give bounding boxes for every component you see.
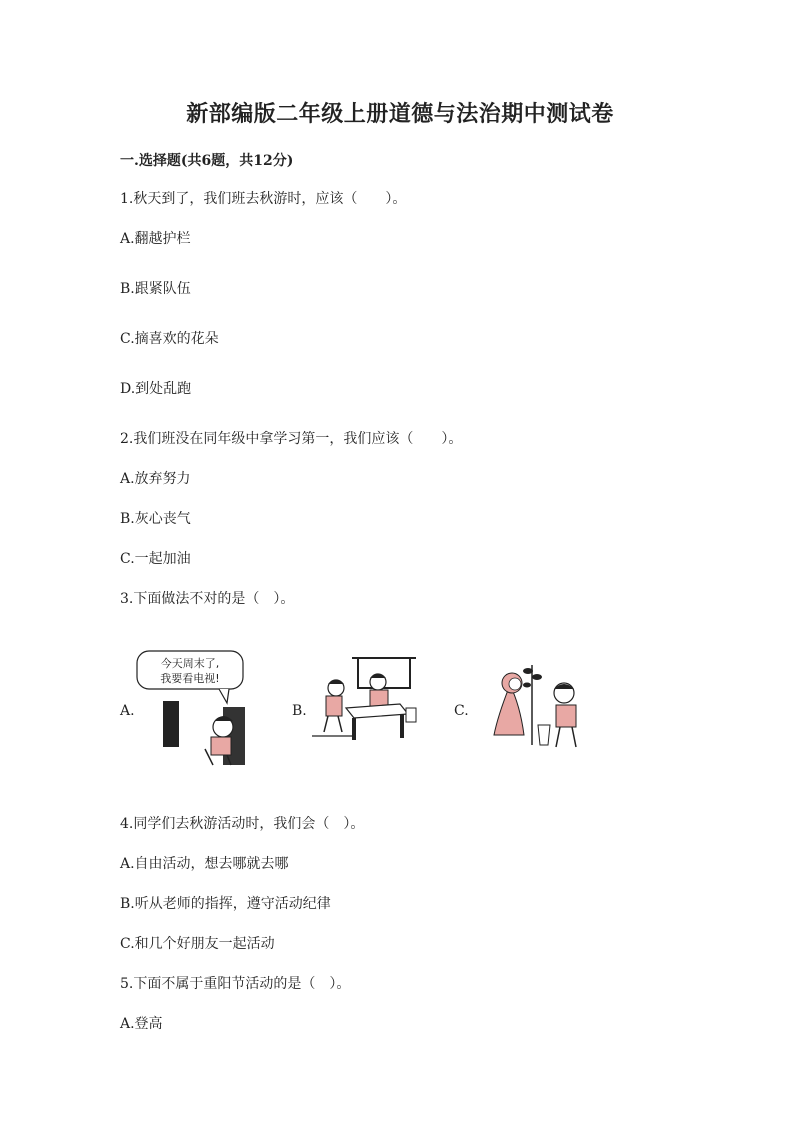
question-2-option-b[interactable]: B.灰心丧气 [120,511,191,527]
bucket-icon [538,725,550,745]
question-3-image-a[interactable] [135,645,250,770]
question-3-stem: 3.下面做法不对的是（ ）。 [120,591,295,607]
question-4-option-b[interactable]: B.听从老师的指挥，遵守活动纪律 [120,896,331,912]
tv-icon [163,701,179,747]
desk [346,704,408,718]
question-4-stem: 4.同学们去秋游活动时，我们会（ ）。 [120,816,365,832]
question-3-option-b-label[interactable]: B. [292,703,307,719]
question-3-image-c[interactable] [490,655,600,755]
question-2-option-a[interactable]: A.放弃努力 [120,471,191,487]
student-body [370,690,388,706]
speech-bubble-line-2: 我要看电视! [160,672,220,685]
question-1-option-d[interactable]: D.到处乱跑 [120,381,192,397]
question-1-option-b[interactable]: B.跟紧队伍 [120,281,191,297]
child-body [211,737,231,755]
student-2-body [326,696,342,716]
question-2-stem: 2.我们班没在同年级中拿学习第一，我们应该（ ）。 [120,431,463,447]
question-5-option-a[interactable]: A.登高 [120,1016,163,1032]
question-3-image-b[interactable] [312,652,417,767]
question-4-option-c[interactable]: C.和几个好朋友一起活动 [120,936,275,952]
question-1-option-c[interactable]: C.摘喜欢的花朵 [120,331,219,347]
section-heading: 一.选择题(共6题，共12分) [120,153,294,169]
question-3-option-a-label[interactable]: A. [120,703,135,719]
page-title: 新部编版二年级上册道德与法治期中测试卷 [186,101,614,127]
boy-body [556,705,576,727]
question-4-option-a[interactable]: A.自由活动，想去哪就去哪 [120,856,289,872]
question-1-option-a[interactable]: A.翻越护栏 [120,231,191,247]
speech-bubble-line-1: 今天周末了, [160,657,220,670]
question-5-stem: 5.下面不属于重阳节活动的是（ ）。 [120,976,351,992]
question-2-option-c[interactable]: C.一起加油 [120,551,191,567]
question-3-option-c-label[interactable]: C. [454,703,469,719]
question-1-stem: 1.秋天到了，我们班去秋游时，应该（ ）。 [120,191,407,207]
